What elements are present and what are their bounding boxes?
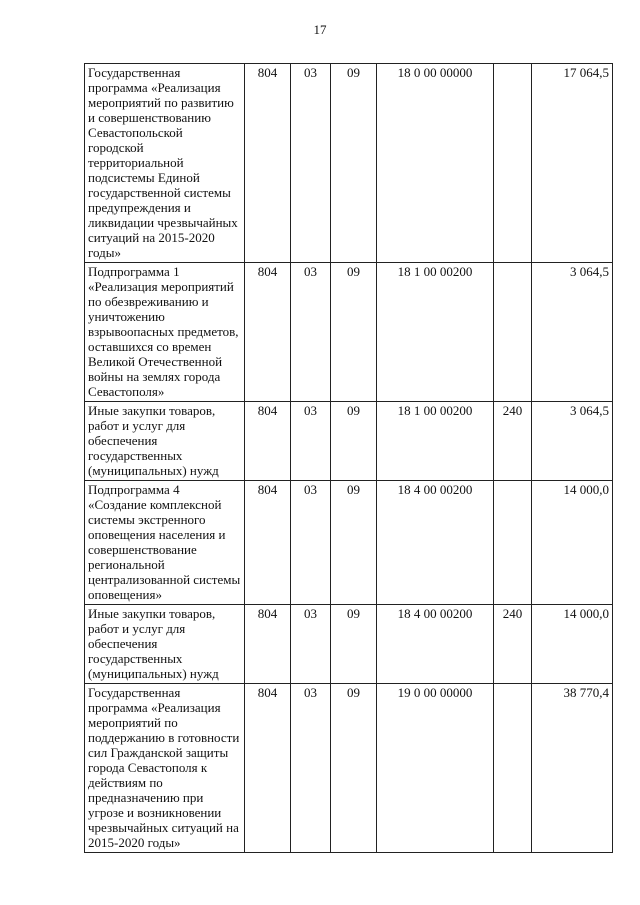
cell-amount: 14 000,0 <box>532 481 613 605</box>
cell-section: 03 <box>291 684 331 853</box>
cell-name: Подпрограмма 4 «Создание комплексной системы экстренного оповещения населения и совершенствование региональной централизованной системы оповещения» <box>85 481 245 605</box>
cell-ministry-code: 804 <box>245 684 291 853</box>
table-row <box>85 64 613 263</box>
budget-table <box>84 63 613 853</box>
cell-target-article: 18 4 00 00200 <box>377 481 494 605</box>
cell-target-article: 18 0 00 00000 <box>377 64 494 263</box>
cell-name: Подпрограмма 1 «Реализация мероприятий по обезвреживанию и уничтожению взрывоопасных предметов, оставшихся со времен Великой Отечественной войны на землях города Севастополя» <box>85 263 245 402</box>
cell-expense-type: 240 <box>494 605 532 684</box>
cell-section: 03 <box>291 263 331 402</box>
cell-target-article: 18 1 00 00200 <box>377 402 494 481</box>
cell-expense-type <box>494 263 532 402</box>
cell-name: Государственная программа «Реализация мероприятий по развитию и совершенствованию Севастопольской городской территориальной подсистемы Единой государственной системы предупреждения и ликвидации чрезвычайных ситуаций на 2015-2020 годы» <box>85 64 245 263</box>
cell-subsection: 09 <box>331 402 377 481</box>
cell-section: 03 <box>291 64 331 263</box>
cell-name: Иные закупки товаров, работ и услуг для обеспечения государственных (муниципальных) нужд <box>85 605 245 684</box>
table-row <box>85 605 613 684</box>
cell-target-article: 18 1 00 00200 <box>377 263 494 402</box>
cell-name: Иные закупки товаров, работ и услуг для обеспечения государственных (муниципальных) нужд <box>85 402 245 481</box>
cell-ministry-code: 804 <box>245 605 291 684</box>
table-row <box>85 402 613 481</box>
cell-subsection: 09 <box>331 684 377 853</box>
cell-amount: 3 064,5 <box>532 402 613 481</box>
cell-target-article: 19 0 00 00000 <box>377 684 494 853</box>
cell-section: 03 <box>291 402 331 481</box>
cell-subsection: 09 <box>331 481 377 605</box>
cell-section: 03 <box>291 481 331 605</box>
cell-amount: 38 770,4 <box>532 684 613 853</box>
cell-expense-type: 240 <box>494 402 532 481</box>
cell-section: 03 <box>291 605 331 684</box>
cell-subsection: 09 <box>331 605 377 684</box>
cell-ministry-code: 804 <box>245 402 291 481</box>
cell-ministry-code: 804 <box>245 263 291 402</box>
cell-amount: 3 064,5 <box>532 263 613 402</box>
page-number: 17 <box>313 22 327 37</box>
cell-subsection: 09 <box>331 263 377 402</box>
table-row <box>85 263 613 402</box>
cell-expense-type <box>494 684 532 853</box>
cell-amount: 17 064,5 <box>532 64 613 263</box>
cell-target-article: 18 4 00 00200 <box>377 605 494 684</box>
cell-amount: 14 000,0 <box>532 605 613 684</box>
cell-expense-type <box>494 64 532 263</box>
cell-name: Государственная программа «Реализация мероприятий по поддержанию в готовности сил Гражданской защиты города Севастополя к действиям по предназначению при угрозе и возникновении чрезвычайных ситуаций на 2015-2020 годы» <box>85 684 245 853</box>
cell-ministry-code: 804 <box>245 481 291 605</box>
budget-table-body <box>85 64 613 853</box>
cell-expense-type <box>494 481 532 605</box>
table-row <box>85 481 613 605</box>
cell-ministry-code: 804 <box>245 64 291 263</box>
table-row <box>85 684 613 853</box>
cell-subsection: 09 <box>331 64 377 263</box>
